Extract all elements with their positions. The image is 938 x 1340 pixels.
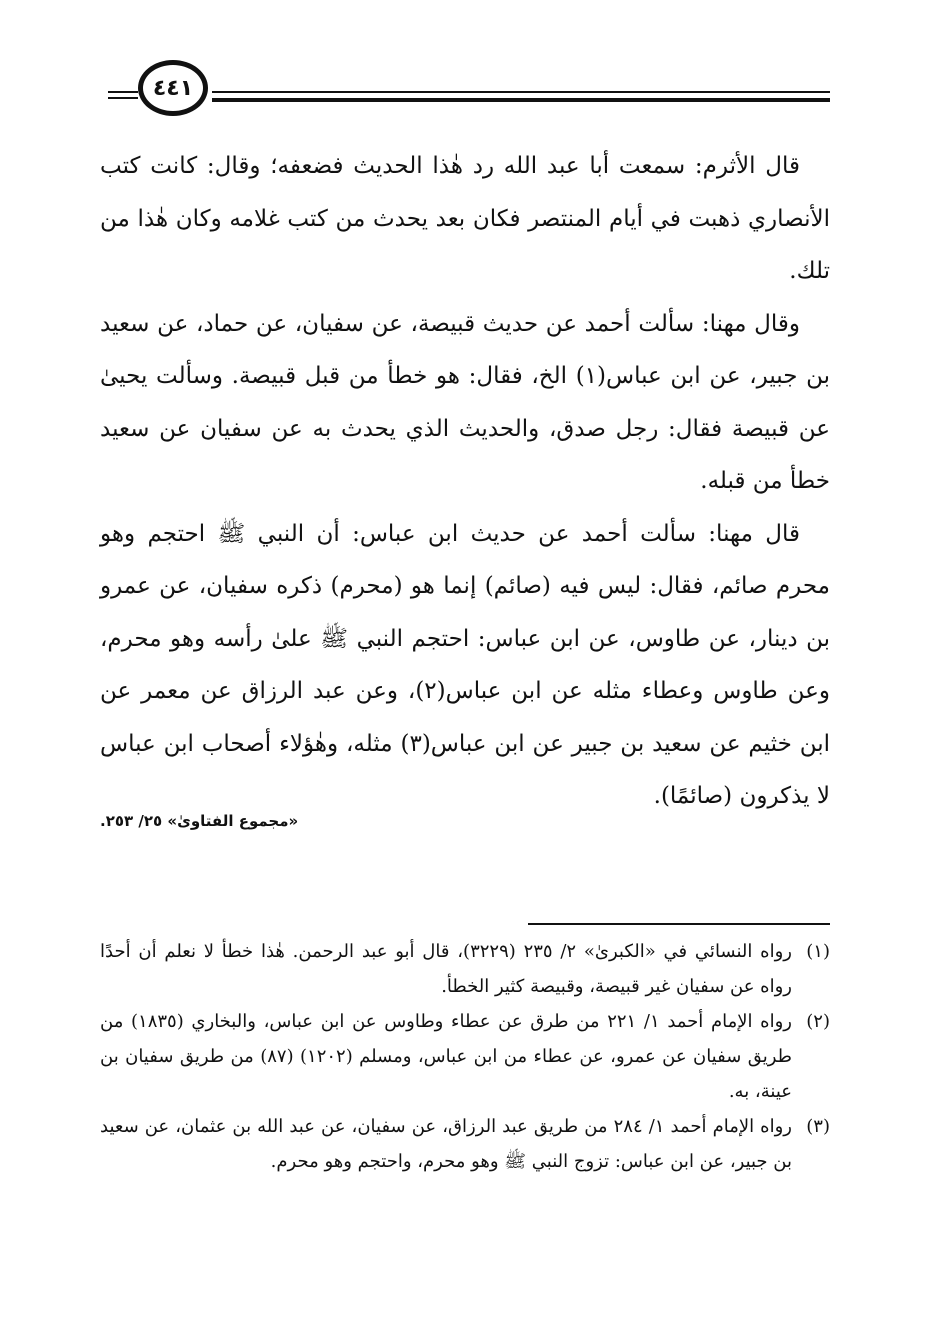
footnote-number: (٢) [806, 1011, 830, 1032]
footnote-separator [528, 923, 830, 925]
footnote [100, 1004, 830, 1109]
source-citation: «مجموع الفتاوىٰ» ٢٥/ ٢٥٣. [100, 812, 299, 830]
footnote-text: رواه الإمام أحمد ١/ ٢٨٤ من طريق عبد الرزاق، عن سفيان، عن عبد الله بن عثمان، عن سعيد بن جبير، عن ابن عباس: تزوج النبي ﷺ وهو محرم، واحتجم وهو محرم. [100, 1116, 792, 1172]
footnotes [100, 934, 830, 1179]
header-rule-left-bottom [108, 97, 138, 99]
paragraph-1: قال الأثرم: سمعت أبا عبد الله رد هٰذا الحديث فضعفه؛ وقال: كانت كتب الأنصاري ذهبت في أيام المنتصر فكان بعد يحدث من كتب غلامه وكان هٰذا من تلك. [100, 153, 830, 284]
header-rule-left-top [108, 91, 138, 93]
footnote-number: (٣) [806, 1116, 830, 1137]
page-number: ٤٤١ [138, 60, 208, 116]
footnote [100, 1109, 830, 1179]
header-rule-right-thin [212, 91, 830, 93]
paragraph-3: قال مهنا: سألت أحمد عن حديث ابن عباس: أن النبي ﷺ احتجم وهو محرم صائم، فقال: ليس فيه (صائم) إنما هو (محرم) ذكره سفيان، عن عمرو بن دينار، عن طاوس، عن ابن عباس: احتجم النبي ﷺ علىٰ رأسه وهو محرم، وعن طاوس وعطاء مثله عن ابن عباس(٢)، وعن عبد الرزاق عن معمر عن ابن خثيم عن سعيد بن جبير عن ابن عباس(٣) مثله، وهٰؤلاء أصحاب ابن عباس لا يذكرون (صائمًا). [100, 520, 831, 809]
footnote [100, 934, 830, 1004]
header-rule-right-thick [212, 98, 830, 102]
footnote-number: (١) [806, 941, 830, 962]
main-text [100, 140, 830, 823]
footnote-text: رواه الإمام أحمد ١/ ٢٢١ من طرق عن عطاء وطاوس عن ابن عباس، والبخاري (١٨٣٥) من طريق سفيان عن عمرو، عن عطاء من ابن عباس، ومسلم (١٢٠٢) (٨٧) من طريق سفيان بن عينة، به. [100, 1011, 792, 1102]
paragraph-2: وقال مهنا: سألت أحمد عن حديث قبيصة، عن سفيان، عن حماد، عن سعيد بن جبير، عن ابن عباس(١) الخ، فقال: هو خطأ من قبل قبيصة. وسألت يحيىٰ عن قبيصة فقال: رجل صدق، والحديث الذي يحدث به عن سفيان عن سعيد خطأ من قبله. [100, 310, 831, 494]
footnote-text: رواه النسائي في «الكبرىٰ» ٢/ ٢٣٥ (٣٢٢٩)، قال أبو عبد الرحمن. هٰذا خطأ لا نعلم أن أحدًا رواه عن سفيان غير قبيصة، وقبيصة كثير الخطأ. [100, 941, 792, 997]
